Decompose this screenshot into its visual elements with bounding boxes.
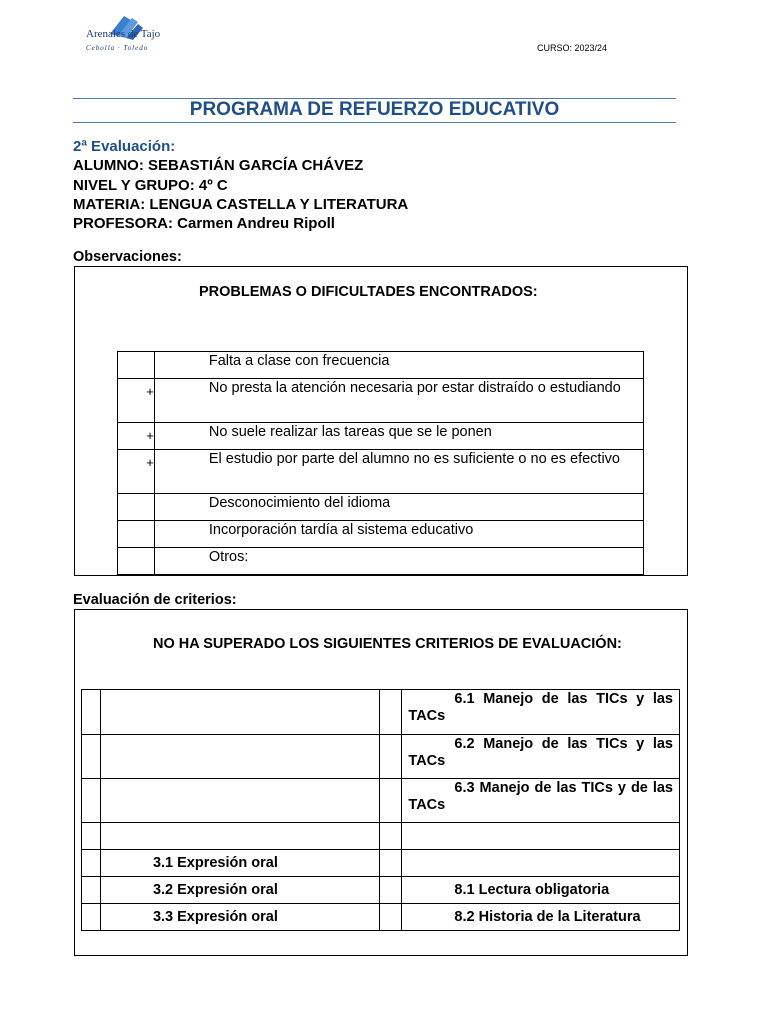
student-level-group: NIVEL Y GRUPO: 4º C xyxy=(73,177,228,194)
table-row xyxy=(118,352,644,379)
problem-text-cell xyxy=(154,379,643,423)
student-name: ALUMNO: SEBASTIÁN GARCÍA CHÁVEZ xyxy=(73,157,364,174)
observations-label: Observaciones: xyxy=(73,249,182,265)
table-row xyxy=(118,379,644,423)
problem-text: Otros: xyxy=(208,549,249,565)
student-teacher: PROFESORA: Carmen Andreu Ripoll xyxy=(73,215,335,232)
criteria-right-text: 8.1 Lectura obligatoria xyxy=(454,882,610,898)
table-row xyxy=(118,521,644,548)
criteria-right-cell xyxy=(402,877,680,904)
criteria-check-cell xyxy=(82,779,101,823)
problem-text-cell xyxy=(154,548,643,575)
problem-text-cell xyxy=(154,521,643,548)
table-row xyxy=(118,450,644,494)
problem-text: Desconocimiento del idioma xyxy=(208,495,391,511)
criteria-table xyxy=(81,689,680,931)
table-row xyxy=(82,823,680,850)
criteria-left-cell xyxy=(100,823,380,850)
criteria-check-cell xyxy=(82,904,101,931)
criteria-left-text: 3.2 Expresión oral xyxy=(152,882,278,898)
criteria-check-cell xyxy=(82,877,101,904)
criteria-heading: NO HA SUPERADO LOS SIGUIENTES CRITERIOS DE EVALUACIÓN: xyxy=(153,636,622,652)
criteria-check-cell xyxy=(82,690,101,735)
table-row xyxy=(118,548,644,575)
problem-mark-cell xyxy=(118,352,155,379)
problem-mark: + xyxy=(146,455,154,470)
problem-mark-cell xyxy=(118,548,155,575)
criteria-left-cell xyxy=(100,779,380,823)
problem-text-cell xyxy=(154,494,643,521)
table-row xyxy=(82,690,680,735)
criteria-check-cell xyxy=(380,690,402,735)
problem-text: El estudio por parte del alumno no es suficiente o no es efectivo xyxy=(208,451,620,467)
criteria-left-text: 3.3 Expresión oral xyxy=(152,909,278,925)
criteria-check-cell xyxy=(380,904,402,931)
criteria-check-cell xyxy=(380,823,402,850)
criteria-left-cell xyxy=(100,877,380,904)
criteria-left-cell xyxy=(100,735,380,779)
problem-mark-cell xyxy=(118,450,155,494)
evaluation-label: 2ª Evaluación: xyxy=(73,138,176,155)
criteria-check-cell xyxy=(380,735,402,779)
school-logo xyxy=(86,12,176,56)
criteria-check-cell xyxy=(380,850,402,877)
criteria-check-cell xyxy=(82,735,101,779)
criteria-check-cell xyxy=(82,850,101,877)
problem-mark: + xyxy=(146,384,154,399)
criteria-check-cell xyxy=(380,779,402,823)
criteria-right-text: 8.2 Historia de la Literatura xyxy=(454,909,641,925)
table-row xyxy=(118,494,644,521)
table-row xyxy=(118,423,644,450)
table-row xyxy=(82,735,680,779)
criteria-left-text: 3.1 Expresión oral xyxy=(152,855,278,871)
logo-subtext: Cebolla · Toledo xyxy=(86,44,149,52)
criteria-right-cell xyxy=(402,779,680,823)
page-title: PROGRAMA DE REFUERZO EDUCATIVO xyxy=(189,99,560,120)
problem-text-cell xyxy=(154,352,643,379)
criteria-label: Evaluación de criterios: xyxy=(73,592,237,608)
criteria-right-text: 6.1 Manejo de las TICs y las TACs xyxy=(408,691,673,724)
criteria-left-cell xyxy=(100,904,380,931)
course-year: CURSO: 2023/24 xyxy=(537,43,608,53)
criteria-check-cell xyxy=(82,823,101,850)
student-subject: MATERIA: LENGUA CASTELLA Y LITERATURA xyxy=(73,196,409,213)
criteria-right-cell xyxy=(402,823,680,850)
criteria-right-cell xyxy=(402,904,680,931)
problem-mark-cell xyxy=(118,379,155,423)
problem-text-cell xyxy=(154,423,643,450)
criteria-right-text: 6.2 Manejo de las TICs y las TACs xyxy=(408,736,673,769)
criteria-right-text: 6.3 Manejo de las TICs y de las TACs xyxy=(408,780,673,813)
problem-text: No presta la atención necesaria por estar distraído o estudiando xyxy=(208,380,621,396)
criteria-left-cell xyxy=(100,850,380,877)
problems-heading: PROBLEMAS O DIFICULTADES ENCONTRADOS: xyxy=(199,284,538,300)
problems-table xyxy=(117,351,644,575)
problem-mark-cell xyxy=(118,494,155,521)
table-row xyxy=(82,779,680,823)
problem-mark-cell xyxy=(118,521,155,548)
title-rule-bottom xyxy=(73,122,676,123)
table-row xyxy=(82,850,680,877)
problem-text-cell xyxy=(154,450,643,494)
criteria-check-cell xyxy=(380,877,402,904)
logo-text: Arenales de Tajo xyxy=(86,28,161,40)
criteria-right-cell xyxy=(402,850,680,877)
criteria-right-text xyxy=(402,823,679,824)
problem-mark: + xyxy=(146,428,154,443)
table-row xyxy=(82,904,680,931)
criteria-left-cell xyxy=(100,690,380,735)
problem-text: Incorporación tardía al sistema educativo xyxy=(208,522,474,538)
problem-text: No suele realizar las tareas que se le ponen xyxy=(208,424,492,440)
criteria-right-cell xyxy=(402,735,680,779)
criteria-right-cell xyxy=(402,690,680,735)
problem-text: Falta a clase con frecuencia xyxy=(208,353,390,369)
problem-mark-cell xyxy=(118,423,155,450)
table-row xyxy=(82,877,680,904)
